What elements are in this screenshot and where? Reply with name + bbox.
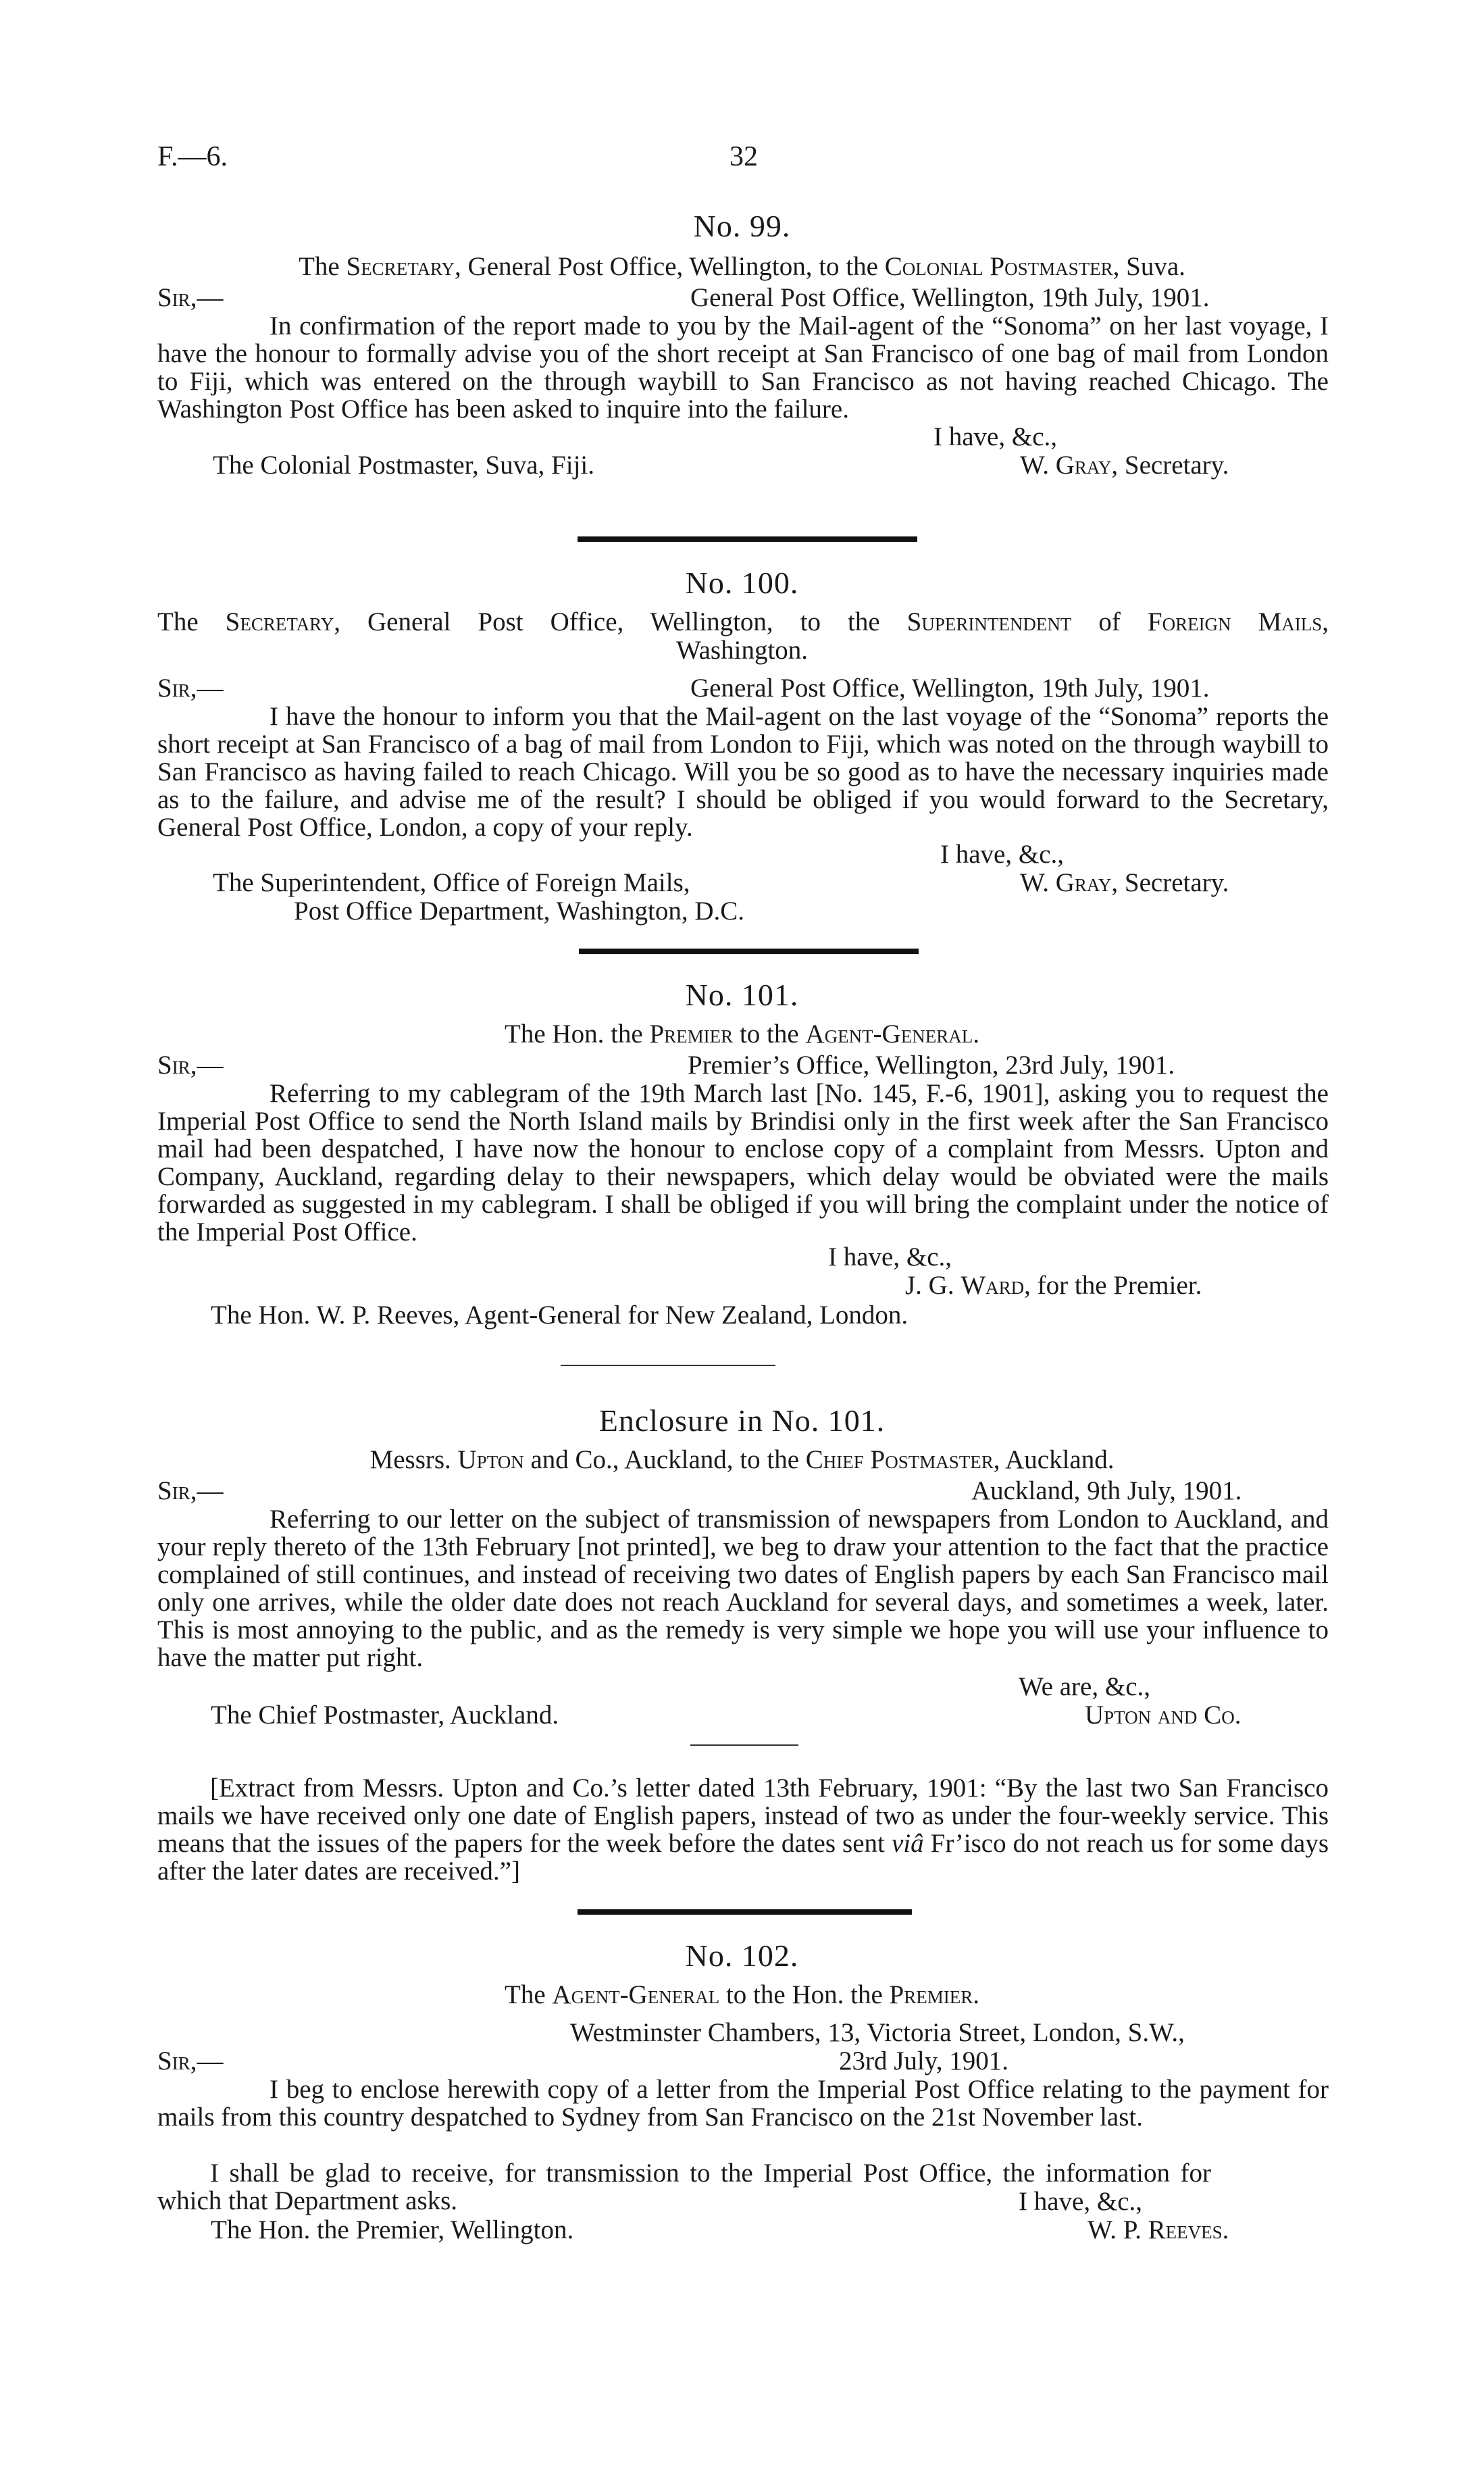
route-recipient: Chief Postmaster [805, 1445, 994, 1474]
section-divider [578, 1909, 912, 1915]
route-recipient: Premier [889, 1980, 973, 2009]
letter-route [157, 608, 1329, 636]
paragraph: I beg to enclose herewith copy of a letter from the Imperial Post Office relating to the payment for mails from this country despatched to Sydney from San Francisco on the 21st November last. [157, 2075, 1329, 2132]
route-place: Washington. [675, 636, 809, 665]
salutation: Sir,— [157, 283, 224, 312]
route-recipient: Superintendent [906, 607, 1072, 636]
route-text: The [157, 607, 199, 636]
signature-name: Ward [961, 1271, 1025, 1300]
salutation: Sir,— [157, 2046, 224, 2075]
paragraph: Referring to my cablegram of the 19th March last [No. 145, F.-6, 1901], asking you to request the Imperial Post Office to send the North Island mails by Brindisi only in the first week after the San Francisco mail had been despatched, I have now the honour to enclose copy of a complaint from Messrs. Upton and Company, Auckland, regarding delay to their newspapers, which delay would be obviated were the mails forwarded as suggested in my cablegram. I shall be obliged if you will bring the complaint under the notice of the Imperial Post Office. [157, 1079, 1329, 1247]
letter-number: No. 101. [685, 978, 799, 1012]
route-text: The [505, 1980, 546, 2009]
addressee: The Hon. W. P. Reeves, Agent-General for New Zealand, London. [211, 1301, 909, 1330]
letter-body [157, 312, 1329, 423]
route-recipient: Colonial Postmaster [884, 252, 1113, 281]
signature-name: W. Gray [1020, 868, 1112, 897]
signature-initials: W. P. [1088, 2215, 1142, 2244]
route-text: . [973, 1020, 979, 1049]
closing: We are, &c., [1019, 1672, 1150, 1701]
route-text: to the Hon. the [725, 1980, 883, 2009]
route-sender: Secretary [225, 607, 334, 636]
section-divider [579, 949, 919, 954]
series-label: F.—6. [157, 141, 228, 172]
route-text: of [1098, 607, 1121, 636]
letter-body [157, 2075, 1329, 2131]
extract-text: Fr’isco do not reach us for some days after the later dates are received.”] [157, 1829, 1329, 1886]
route-text: , Auckland. [993, 1445, 1115, 1474]
letter-body [157, 1080, 1329, 1246]
addressee: The Chief Postmaster, Auckland. [211, 1701, 559, 1730]
route-text: , Suva. [1112, 252, 1185, 281]
enclosure-heading: Enclosure in No. 101. [598, 1403, 886, 1438]
dateline: 23rd July, 1901. [839, 2046, 1008, 2075]
paragraph: I have the honour to inform you that the Mail-agent on the last voyage of the “Sonoma” reports the short receipt at San Francisco of a bag of mail from London to Fiji, which was noted on the through waybill to San Francisco as having failed to reach Chicago. Will you be so good as to have the necessary inquiries made as to the failure, and advise me of the result? I should be obliged if you would forward to the Secretary, General Post Office, London, a copy of your reply. [157, 702, 1329, 842]
addressee: The Colonial Postmaster, Suva, Fiji. [213, 451, 595, 480]
signature-title: , Secretary. [1111, 451, 1229, 480]
route-text: The Hon. the [505, 1020, 643, 1049]
signature [1020, 869, 1229, 897]
letter-body [157, 1505, 1329, 1671]
sender-address: Westminster Chambers, 13, Victoria Street, London, S.W., [570, 2018, 1185, 2047]
signature-initials: J. G. [905, 1271, 954, 1300]
section-divider [561, 1365, 775, 1366]
signature-name: W. Gray [1020, 451, 1112, 480]
route-sender: Agent-General [552, 1980, 720, 2009]
paragraph: In confirmation of the report made to you by the Mail-agent of the “Sonoma” on her last voyage, I have the honour to formally advise you of the short receipt at San Francisco of one bag of mail from London to Fiji, which was entered on the through waybill to San Francisco as not having reached Chicago. The Washington Post Office has been asked to inquire into the failure. [157, 311, 1329, 424]
extract-italic: viâ [891, 1829, 924, 1858]
salutation: Sir,— [157, 1051, 224, 1080]
page-number: 32 [730, 141, 758, 172]
route-text: , General Post Office, Wellington, to the [455, 252, 878, 281]
letter-number: No. 99. [693, 209, 791, 243]
addressee-line2: Post Office Department, Washington, D.C. [294, 897, 744, 926]
letter-number: No. 100. [685, 565, 799, 600]
closing: I have, &c., [828, 1242, 952, 1272]
addressee: The Superintendent, Office of Foreign Mails, [213, 868, 690, 897]
signature-title: . [1222, 2215, 1229, 2244]
route-text: to the [739, 1020, 799, 1049]
extract-note [157, 1774, 1329, 1885]
closing: I have, &c., [940, 840, 1065, 869]
dateline: General Post Office, Wellington, 19th July, 1901. [690, 283, 1210, 312]
dateline: General Post Office, Wellington, 19th July, 1901. [690, 674, 1210, 703]
signature [905, 1272, 1202, 1299]
paragraph: I shall be glad to receive, for transmission to the Imperial Post Office, the information for which that Department asks. [157, 2159, 1211, 2215]
paragraph [157, 1774, 1329, 1885]
route-recipient-office: Foreign Mails [1147, 607, 1323, 636]
letter-body [157, 703, 1329, 841]
closing: I have, &c., [1019, 2187, 1143, 2216]
closing: I have, &c., [933, 422, 1058, 451]
route-text: Messrs. [369, 1445, 451, 1474]
letter-number: No. 102. [685, 1938, 799, 1973]
dateline: Auckland, 9th July, 1901. [971, 1476, 1242, 1505]
paragraph: Referring to our letter on the subject of transmission of newspapers from London to Auckland, and your reply thereto of the 13th February [not printed], we beg to draw your attention to the fact that the practice complained of still continues, and instead of receiving two dates of English papers by each San Francisco mail only one arrives, while the older date does not reach Auckland for several days, and sometimes a week, later. This is most annoying to the public, and as the remedy is very simple we hope you will use your influence to have the matter put right. [157, 1505, 1329, 1672]
route-text: , [1322, 607, 1329, 636]
short-rule [690, 1744, 798, 1746]
dateline: Premier’s Office, Wellington, 23rd July, 1901. [688, 1051, 1175, 1080]
signature-title: , Secretary. [1111, 868, 1229, 897]
route-recipient: Agent-General [805, 1020, 973, 1049]
signature-name: Reeves [1148, 2215, 1223, 2244]
section-divider [578, 536, 917, 542]
letter-route [0, 1981, 1484, 2009]
route-text: . [973, 1980, 979, 2009]
salutation: Sir,— [157, 674, 224, 703]
letter-route [0, 1446, 1484, 1474]
extract-text: [Extract from Messrs. Upton and Co.’s letter dated 13th February, 1901: “By the last two San Francisco mails we have received only one date of English papers, instead of two as under the four-weekly service. This means that the issues of the papers for the week before the dates sent [157, 1773, 1329, 1858]
route-sender: Premier [649, 1020, 734, 1049]
signature-title: , for the Premier. [1024, 1271, 1202, 1300]
letter-route [0, 1020, 1484, 1048]
route-sender: Upton [457, 1445, 524, 1474]
route-text: , General Post Office, Wellington, to the [334, 607, 880, 636]
route-text: and Co., Auckland, to the [530, 1445, 800, 1474]
signature-name: Upton and Co. [1085, 1701, 1242, 1730]
salutation: Sir,— [157, 1476, 224, 1505]
addressee: The Hon. the Premier, Wellington. [211, 2215, 574, 2244]
letter-route [0, 253, 1484, 280]
signature [1020, 451, 1229, 479]
route-text: The [299, 252, 340, 281]
route-sender: Secretary [346, 252, 455, 281]
signature [1088, 2216, 1229, 2244]
